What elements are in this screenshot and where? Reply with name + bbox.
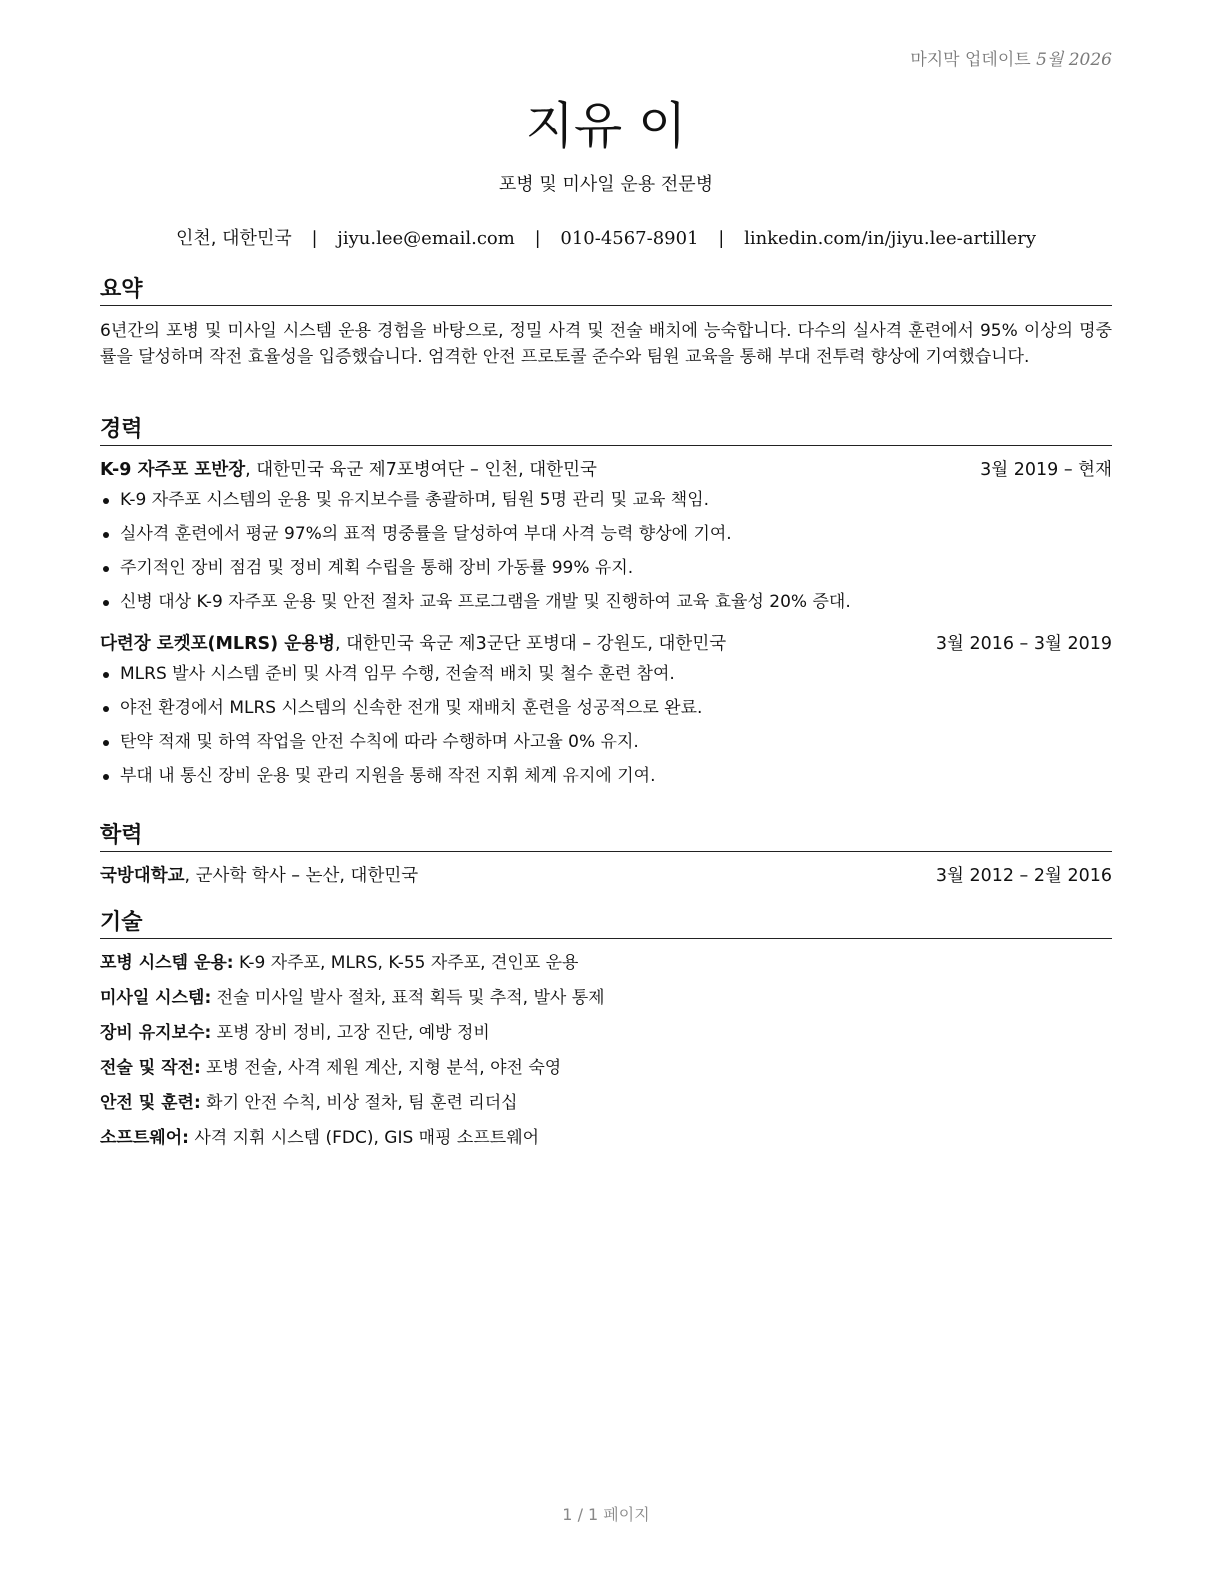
education-section — [100, 823, 1112, 888]
job-header — [100, 632, 1112, 656]
education-entry — [100, 864, 1112, 888]
skill-value: K-9 자주포, MLRS, K-55 자주포, 견인포 운용 — [233, 953, 579, 973]
job-bullet: MLRS 발사 시스템 준비 및 사격 임무 수행, 전술적 배치 및 철수 훈련 참여. — [100, 662, 1112, 686]
job-bullet: 신병 대상 K-9 자주포 운용 및 안전 절차 교육 프로그램을 개발 및 진행하여 교육 효율성 20% 증대. — [100, 590, 1112, 614]
job-org: , 대한민국 육군 제7포병여단 – 인천, 대한민국 — [245, 460, 597, 480]
job-title: K-9 자주포 포반장 — [100, 460, 246, 480]
skill-label: 소프트웨어: — [100, 1128, 189, 1148]
school-name: 국방대학교 — [100, 866, 185, 886]
job-bullet: 실사격 훈련에서 평균 97%의 표적 명중률을 달성하여 부대 사격 능력 향상에 기여. — [100, 522, 1112, 546]
contact-line — [100, 224, 1112, 250]
skill-value: 포병 장비 정비, 고장 진단, 예방 정비 — [211, 1023, 490, 1043]
job-bullet: K-9 자주포 시스템의 운용 및 유지보수를 총괄하며, 팀원 5명 관리 및 교육 책임. — [100, 488, 1112, 512]
education-heading: 학력 — [100, 823, 1112, 852]
skills-heading: 기술 — [100, 910, 1112, 939]
degree-detail: , 군사학 학사 – 논산, 대한민국 — [184, 866, 419, 886]
job-bullets — [100, 488, 1112, 614]
job-entry — [100, 458, 1112, 614]
skill-label: 미사일 시스템: — [100, 988, 212, 1008]
contact-linkedin[interactable]: linkedin.com/in/jiyu.lee-artillery — [744, 228, 1037, 249]
skill-row — [100, 1021, 1112, 1045]
summary-heading: 요약 — [100, 277, 1112, 306]
job-bullet: 주기적인 장비 점검 및 정비 계획 수립을 통해 장비 가동률 99% 유지. — [100, 556, 1112, 580]
skill-value: 전술 미사일 발사 절차, 표적 획득 및 추적, 발사 통제 — [211, 988, 605, 1008]
skill-row — [100, 951, 1112, 975]
skill-row — [100, 986, 1112, 1010]
job-dates: 3월 2019 – 현재 — [980, 460, 1112, 480]
contact-email[interactable]: jiyu.lee@email.com — [337, 228, 515, 249]
page-indicator: 1 / 1 페이지 — [562, 1505, 650, 1524]
contact-location: 인천, 대한민국 — [175, 228, 292, 249]
skill-row — [100, 1126, 1112, 1150]
job-header — [100, 458, 1112, 482]
job-bullet: 부대 내 통신 장비 운용 및 관리 지원을 통해 작전 지휘 체계 유지에 기여. — [100, 764, 1112, 788]
candidate-name: 지유 이 — [525, 97, 687, 155]
skill-label: 전술 및 작전: — [100, 1058, 201, 1078]
job-title: 다련장 로켓포(MLRS) 운용병 — [100, 634, 335, 654]
job-bullet: 야전 환경에서 MLRS 시스템의 신속한 전개 및 재배치 훈련을 성공적으로 완료. — [100, 696, 1112, 720]
last-updated-date: 5월 2026 — [1036, 50, 1112, 70]
contact-phone[interactable]: 010-4567-8901 — [560, 228, 699, 249]
education-dates: 3월 2012 – 2월 2016 — [935, 866, 1112, 886]
last-updated — [910, 45, 1112, 70]
job-bullet: 탄약 적재 및 하역 작업을 안전 수칙에 따라 수행하며 사고율 0% 유지. — [100, 730, 1112, 754]
skill-value: 사격 지휘 시스템 (FDC), GIS 매핑 소프트웨어 — [188, 1128, 540, 1148]
contact-separator: | — [718, 228, 725, 249]
resume-page — [100, 0, 1112, 1584]
skill-label: 안전 및 훈련: — [100, 1093, 201, 1113]
job-bullets — [100, 662, 1112, 788]
job-dates: 3월 2016 – 3월 2019 — [935, 634, 1112, 654]
candidate-tagline: 포병 및 미사일 운용 전문병 — [498, 174, 714, 195]
contact-separator: | — [311, 228, 318, 249]
skills-section — [100, 910, 1112, 1161]
skill-label: 포병 시스템 운용: — [100, 953, 234, 973]
summary-section — [100, 277, 1112, 370]
skill-row — [100, 1056, 1112, 1080]
experience-heading: 경력 — [100, 417, 1112, 446]
skill-value: 화기 안전 수칙, 비상 절차, 팀 훈련 리더십 — [200, 1093, 518, 1113]
last-updated-prefix: 마지막 업데이트 — [910, 50, 1031, 70]
skill-label: 장비 유지보수: — [100, 1023, 212, 1043]
summary-text: 6년간의 포병 및 미사일 시스템 운용 경험을 바탕으로, 정밀 사격 및 전술 배치에 능숙합니다. 다수의 실사격 훈련에서 95% 이상의 명중률을 달성하며 작전 효율성을 입증했습니다. 엄격한 안전 프로토콜 준수와 팀원 교육을 통해 부대 전투력 향상에 기여했습니다. — [100, 321, 1112, 367]
experience-section — [100, 417, 1112, 798]
job-entry — [100, 632, 1112, 788]
skill-row — [100, 1091, 1112, 1115]
job-org: , 대한민국 육군 제3군단 포병대 – 강원도, 대한민국 — [334, 634, 727, 654]
skill-value: 포병 전술, 사격 제원 계산, 지형 분석, 야전 숙영 — [200, 1058, 562, 1078]
contact-separator: | — [534, 228, 541, 249]
